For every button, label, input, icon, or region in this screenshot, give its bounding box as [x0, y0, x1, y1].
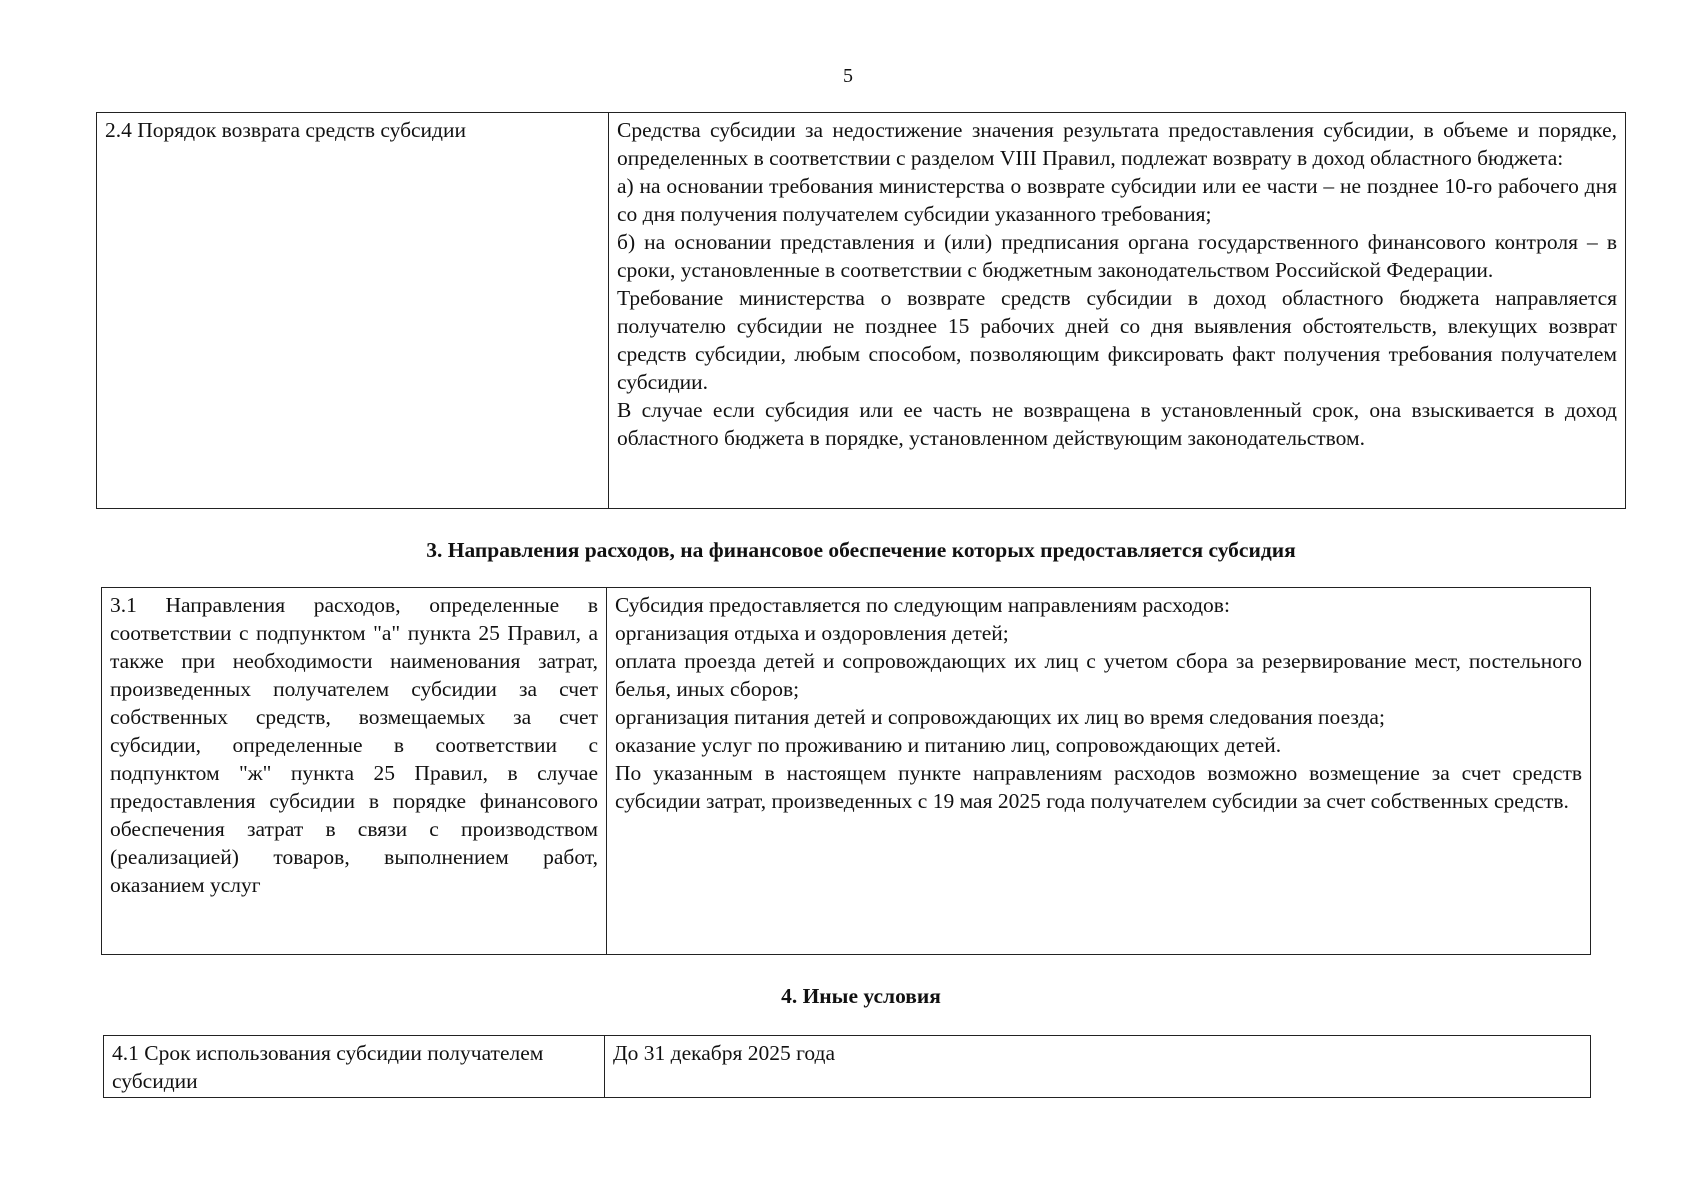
- row-content-cell: [605, 1036, 1591, 1098]
- table-row: [102, 588, 1591, 955]
- paragraph: По указанным в настоящем пункте направлениям расходов возможно возмещение за счет средств субсидии затрат, произведенных с 19 мая 2025 года получателем субсидии за счет собственных средств.: [615, 761, 1582, 813]
- row-content-cell: [609, 113, 1626, 509]
- table-row: [97, 113, 1626, 509]
- other-conditions-table: [103, 1035, 1591, 1098]
- paragraph: оплата проезда детей и сопровождающих их лиц с учетом сбора за резервирование мест, постельного белья, иных сборов;: [615, 649, 1582, 701]
- section-3-heading: 3. Направления расходов, на финансовое обеспечение которых предоставляется субсидия: [426, 538, 1296, 562]
- paragraph: организация питания детей и сопровождающих их лиц во время следования поезда;: [615, 705, 1385, 729]
- row-label: 4.1 Срок использования субсидии получателем субсидии: [112, 1041, 544, 1093]
- row-label: 2.4 Порядок возврата средств субсидии: [105, 118, 467, 142]
- paragraph: Требование министерства о возврате средств субсидии в доход областного бюджета направляется получателю субсидии не позднее 15 рабочих дней со дня выявления обстоятельств, влекущих возврат средств субсидии, любым способом, позволяющим фиксировать факт получения требования получателем субсидии.: [617, 286, 1617, 394]
- paragraph: а) на основании требования министерства о возврате субсидии или ее части – не позднее 10-го рабочего дня со дня получения получателем субсидии указанного требования;: [617, 174, 1617, 226]
- row-content-cell: [607, 588, 1591, 955]
- row-label-cell: [104, 1036, 605, 1098]
- paragraph: оказание услуг по проживанию и питанию лиц, сопровождающих детей.: [615, 733, 1282, 757]
- expense-directions-table: [101, 587, 1591, 955]
- section-4-heading: 4. Иные условия: [781, 984, 941, 1008]
- row-label: 3.1 Направления расходов, определенные в соответствии с подпунктом "а" пункта 25 Правил, а также при необходимости наименования затрат, произведенных получателем субсидии за счет собственных средств, возмещаемых за счет субсидии, определенные в соответствии с подпунктом "ж" пункта 25 Правил, в случае предоставления субсидии в порядке финансового обеспечения затрат в связи с производством (реализацией) товаров, выполнением работ, оказанием услуг: [110, 593, 598, 897]
- paragraph: Средства субсидии за недостижение значения результата предоставления субсидии, в объеме и порядке, определенных в соответствии с разделом VIII Правил, подлежат возврату в доход областного бюджета:: [617, 118, 1617, 170]
- paragraph: В случае если субсидия или ее часть не возвращена в установленный срок, она взыскивается в доход областного бюджета в порядке, установленном действующим законодательством.: [617, 398, 1617, 450]
- paragraph: Субсидия предоставляется по следующим направлениям расходов:: [615, 593, 1230, 617]
- row-label-cell: [97, 113, 609, 509]
- paragraph: б) на основании представления и (или) предписания органа государственного финансового контроля – в сроки, установленные в соответствии с бюджетным законодательством Российской Федерации.: [617, 230, 1617, 282]
- table-row: [104, 1036, 1591, 1098]
- row-label-cell: [102, 588, 607, 955]
- return-procedure-table: [96, 112, 1626, 509]
- page-number: 5: [843, 65, 853, 87]
- paragraph: организация отдыха и оздоровления детей;: [615, 621, 1009, 645]
- row-value: До 31 декабря 2025 года: [613, 1041, 836, 1065]
